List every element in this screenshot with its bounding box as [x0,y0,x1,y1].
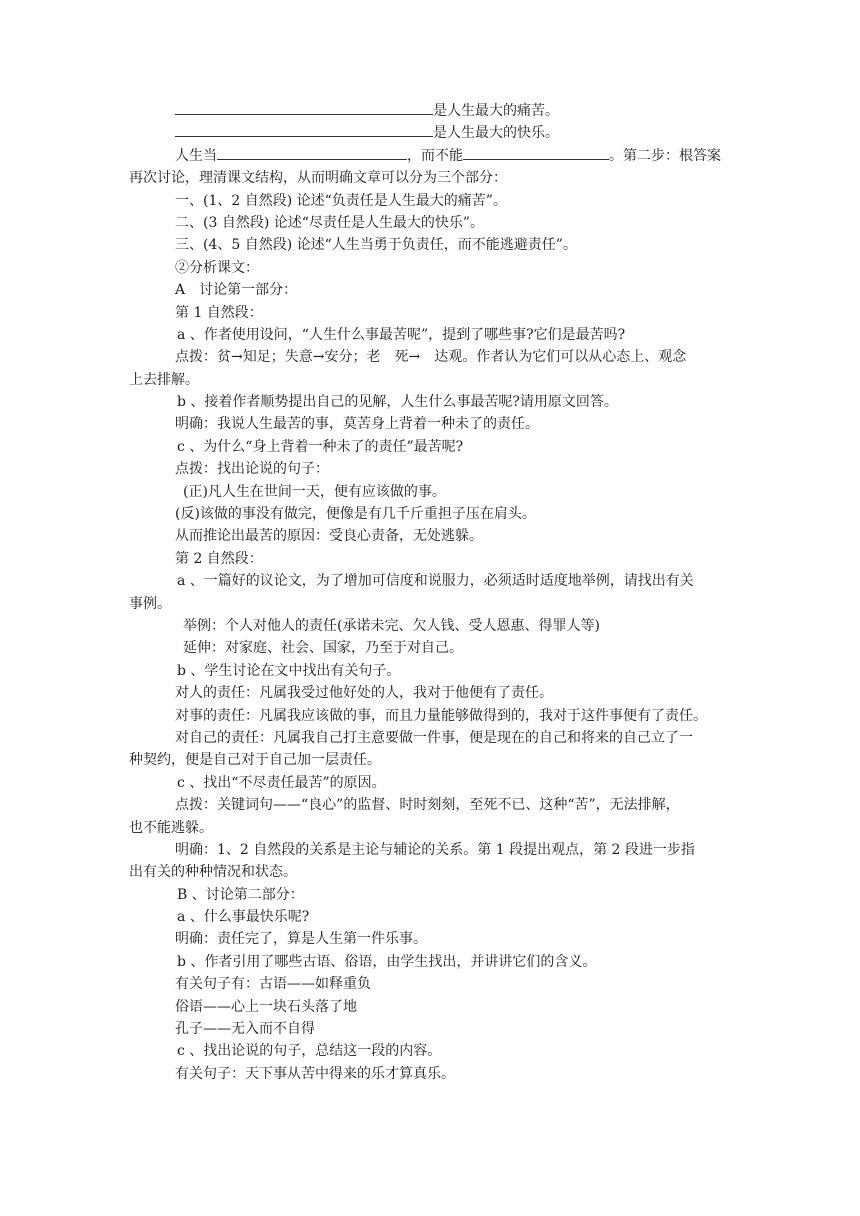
quote-text: (反)该做的事没有做完，便像是有几千斤重担子压在肩头。 [175,506,536,523]
paragraph-line: 再次讨论，理清课文结构，从而明确文章可以分为三个部分： [129,170,507,187]
answer-text: 出有关的种种情况和状态。 [129,864,297,881]
paragraph-heading: 第 2 自然段： [175,550,263,567]
question-text: a 、什么事最快乐呢? [177,909,310,926]
answer-blank[interactable] [175,122,433,137]
hint-text: 上去排解。 [129,371,199,388]
question-text: 事例。 [129,595,171,612]
section-heading: ②分析课文： [175,259,259,276]
question-text: b 、学生讨论在文中找出有关句子。 [177,662,401,679]
answer-blank[interactable] [175,100,433,115]
example-text: 举例：个人对他人的责任(承诺未完、欠人钱、受人恩惠、得罪人等) [183,617,600,634]
blank-suffix-text: 。第二步：根答案 [609,147,721,164]
subsection-heading: A 讨论第一部分： [175,282,298,299]
question-text: c 、为什么“身上背着一种未了的责任”最苦呢? [177,438,464,455]
hint-text: 点拨：关键词句——“良心”的监督、时时刻刻，至死不已、这种“苦”，无法排解， [175,797,680,814]
answer-text: 对自己的责任：凡属我自己打主意要做一件事，便是现在的自己和将来的自己立了一 [175,729,693,746]
answer-text: 明确：责任完了，算是人生第一件乐事。 [175,931,427,948]
question-text: c 、找出“不尽责任最苦”的原因。 [177,774,386,791]
quote-text: (正)凡人生在世间一天，便有应该做的事。 [183,483,446,500]
answer-blank[interactable] [463,145,609,160]
answer-text: 对人的责任：凡属我受过他好处的人，我对于他便有了责任。 [175,685,553,702]
conclusion-text: 从而推论出最苦的原因：受良心责备，无处逃躲。 [175,528,483,545]
quote-text: 孔子——无入而不自得 [175,1021,315,1038]
question-text: b 、作者引用了哪些古语、俗语，由学生找出，并讲讲它们的含义。 [177,953,597,970]
answer-text: 明确：1、2 自然段的关系是主论与辅论的关系。第 1 段提出观点，第 2 段进一步指 [175,841,695,858]
blank-prefix-text: 人生当 [175,147,217,164]
subsection-heading: B 、讨论第二部分： [177,886,304,903]
question-text: c 、找出论说的句子，总结这一段的内容。 [177,1043,442,1060]
hint-text: 点拨：贫→知足；失意→安分；老 死→ 达观。作者认为它们可以从心态上、观念 [175,349,687,366]
quote-text: 有关句子有：古语——如释重负 [175,976,371,993]
blank-suffix-text: 是人生最大的快乐。 [433,125,559,142]
paragraph-heading: 第 1 自然段： [175,304,263,321]
answer-blank[interactable] [217,145,407,160]
blank-suffix-text: 是人生最大的痛苦。 [433,103,559,119]
question-text: a 、作者使用设问，“人生什么事最苦呢”，提到了哪些事?它们是最苦吗? [177,326,626,343]
answer-text: 明确：我说人生最苦的事，莫苦身上背着一种未了的责任。 [175,416,539,433]
hint-text: 点拨：找出论说的句子： [175,461,329,478]
question-text: b 、接着作者顺势提出自己的见解，人生什么事最苦呢?请用原文回答。 [177,394,618,411]
answer-text: 有关句子：天下事从苦中得来的乐才算真乐。 [175,1065,455,1082]
fill-blank-line-1 [175,100,695,122]
structure-item: 一、(1、2 自然段) 论述“负责任是人生最大的痛苦”。 [175,192,507,209]
answer-text: 对事的责任：凡属我应该做的事，而且力量能够做得到的，我对于这件事便有了责任。 [175,707,707,724]
question-text: a 、一篇好的议论文，为了增加可信度和说服力，必须适时适度地举例，请找出有关 [177,573,694,590]
fill-blank-line-2 [175,122,695,144]
answer-text: 种契约，便是自己对于自己加一层责任。 [129,752,381,769]
structure-item: 二、(3 自然段) 论述“尽责任是人生最大的快乐”。 [175,214,485,231]
document-page [129,100,721,1085]
blank-middle-text: ，而不能 [407,147,463,164]
quote-text: 俗语——心上一块石头落了地 [175,998,357,1015]
example-text: 延伸：对家庭、社会、国家，乃至于对自己。 [183,640,463,657]
structure-item: 三、(4、5 自然段) 论述“人生当勇于负责任，而不能逃避责任”。 [175,237,577,254]
hint-text: 也不能逃躲。 [129,819,213,836]
fill-blank-line-3 [175,145,721,167]
